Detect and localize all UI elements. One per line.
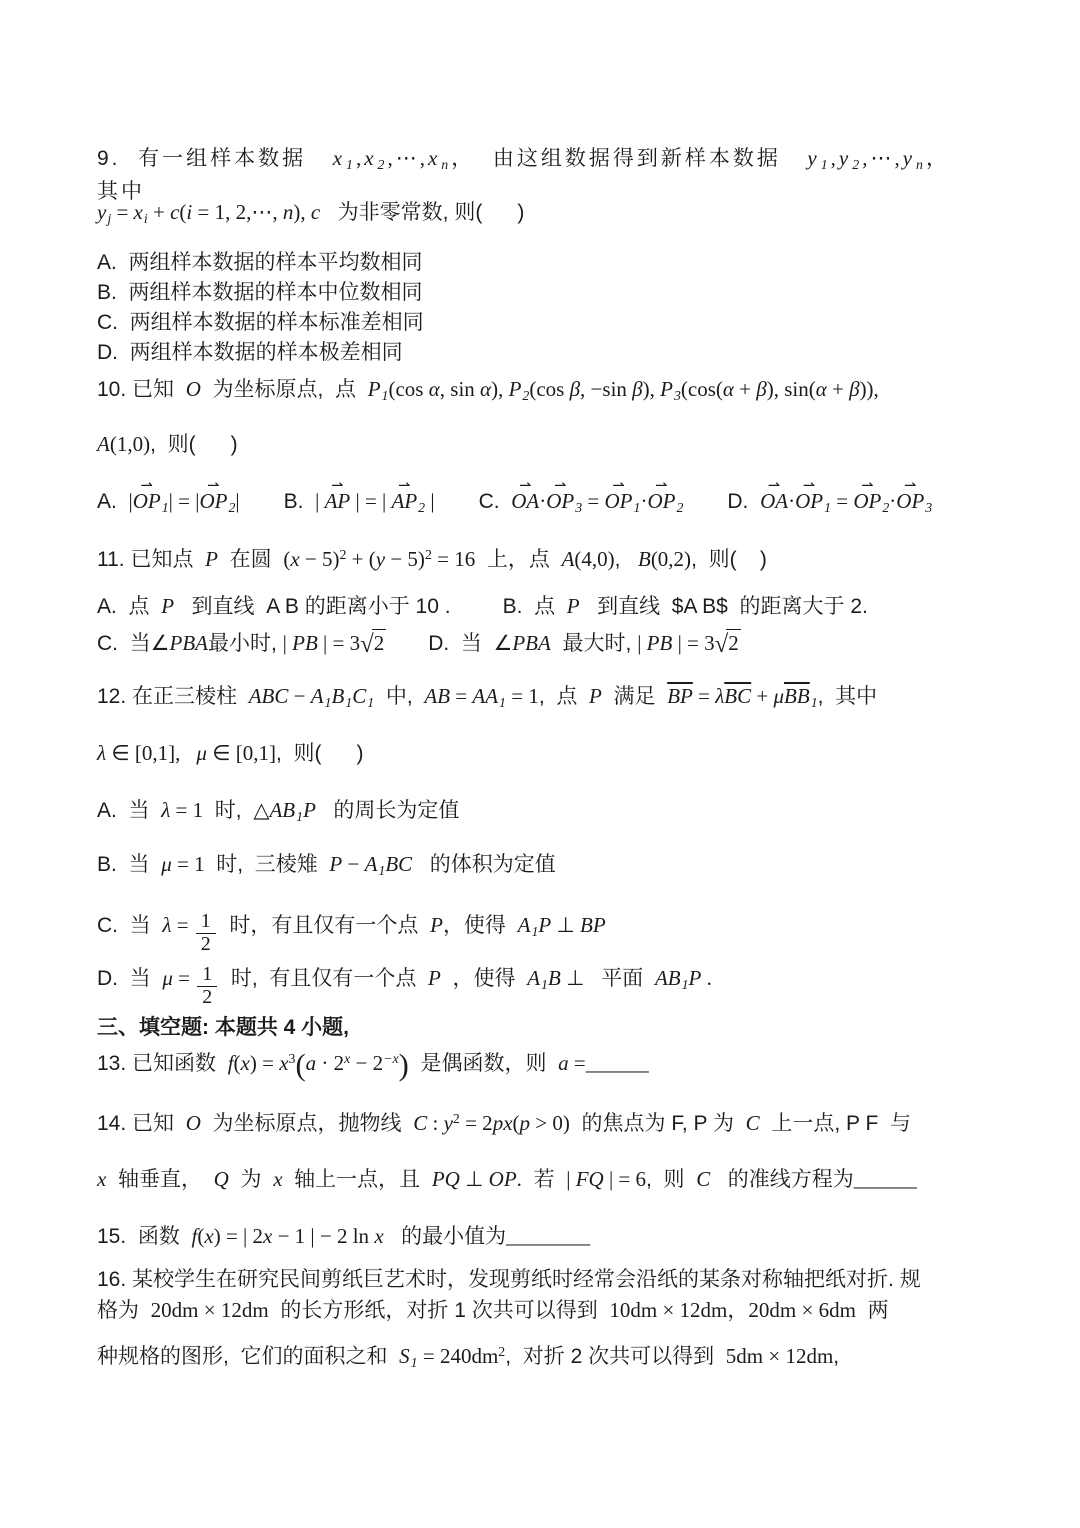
question-14-stem-line-1: 14. 已知 O 为坐标原点，抛物线 C : $y^2 = 2px(p > 0)$ 的焦点为 F, P 为 C 上一点, P F 与 [97, 1111, 911, 1135]
question-12-option-b: B. 当 μ = 1 时, 三棱雉 $P - A_1BC$ 的体积为定值 [97, 852, 556, 879]
question-14-stem-line-2: x 轴垂直， Q 为 x 轴上一点，且 PQ ⊥ OP. 若 | FQ | = 6, 则 C 的准线方程为______ [97, 1167, 917, 1191]
question-12-stem-line-2: λ ∈ [0,1], μ ∈ [0,1], 则( ) [97, 741, 364, 765]
question-16-stem-line-1: 16. 某校学生在研究民间剪纸巨艺术时，发现剪纸时经常会沿纸的某条对称轴把纸对折. 规 [97, 1268, 921, 1291]
question-16-stem-line-2: 格为 20dm × 12dm 的长方形纸，对折 1 次共可以得到 10dm × 12dm，20dm × 6dm 两 [97, 1298, 889, 1322]
question-10-stem-line-1: 10. 已知 O 为坐标原点, 点 $P_1(\cos$ α, sin α), $P_2(\cos$ β, −sin β), $P_3(\cos(\alpha + \beta)$, sin(α + β)), [97, 377, 879, 404]
question-11-stem: 11. 已知点 P 在圆 $(x - 5)^2 + (y - 5)^2 = 16$ 上，点 A(4,0), B(0,2), 则( ) [97, 547, 767, 571]
question-12-stem-line-1: 12. 在正三棱柱 ABC − $A_1B_1C_1$ 中, AB = $AA_1 = 1$, 点 P 满足 $\overline{BP} = \lambda\overline{BC} + \mu\overline{BB}_1$, 其中 [97, 684, 878, 711]
question-9-option-a: A. 两组样本数据的样本平均数相同 [97, 251, 423, 274]
question-16-stem-line-3: 种规格的图形, 它们的面积之和 $S_1 = 240dm^2$, 对折 2 次共可以得到 5dm × 12dm, [97, 1344, 840, 1371]
question-9-option-b: B. 两组样本数据的样本中位数相同 [97, 281, 423, 304]
section-heading-fill-in: 三、填空题: 本题共 4 小题, [97, 1016, 350, 1039]
question-15-stem: 15. 函数 f(x) = | 2x − 1 | − 2 ln x 的最小值为________ [97, 1224, 591, 1248]
question-9-option-c: C. 两组样本数据的样本标准差相同 [97, 311, 424, 334]
question-12-option-a: A. 当 λ = 1 时, $\triangle AB_1P$ 的周长为定值 [97, 798, 460, 825]
question-11-options-ab: A. 点 P 到直线 A B 的距离小于 10 . B. 点 P 到直线 $A B$ 的距离大于 2. [97, 594, 868, 618]
question-10-stem-line-2: A(1,0), 则( ) [97, 432, 238, 456]
question-10-options-row: A. |OP $⇀_1| = |OP$ $⇀_2|$ B. | AP ⇀ | = | AP $⇀_2$ | C. OA ⇀·OP $⇀_3$ = OP $⇀_1\cdot OP$ $⇀_2$ D. OA ⇀·OP $⇀_1$ = OP $⇀_2\cdot OP$ $⇀_3$ [97, 486, 990, 519]
question-12-option-c: C. 当 λ = $\frac{1}{2}$ 时，有且仅有一个点 P，使得 $A_1P$ ⊥ BP [97, 910, 606, 955]
question-9-option-d: D. 两组样本数据的样本极差相同 [97, 341, 403, 364]
question-13-stem: 13. 已知函数 $f(x) = x^3(a \cdot 2^x - 2^{-x})$ 是偶函数，则 a =______ [97, 1047, 649, 1082]
question-9-stem-line-1: 9. 有一组样本数据 $x_1,x_2,\cdots,x_n$， 由这组数据得到新样本数据 $y_1,y_2,\cdots,y_n$， 其中 [97, 146, 968, 204]
question-12-option-d: D. 当 μ = $\frac{1}{2}$ 时, 有且仅有一个点 P ，使得 $A_1B$ ⊥ 平面 $AB_1P$ . [97, 963, 712, 1008]
question-9-stem-line-2: $y_j = x_i + c(i = 1$, 2,⋯, n), c 为非零常数, 则( ) [97, 200, 525, 227]
question-11-options-cd: C. 当∠PBA最小时, | PB | = 3√2 D. 当 ∠PBA 最大时, | PB | = 3√2 [97, 631, 739, 659]
